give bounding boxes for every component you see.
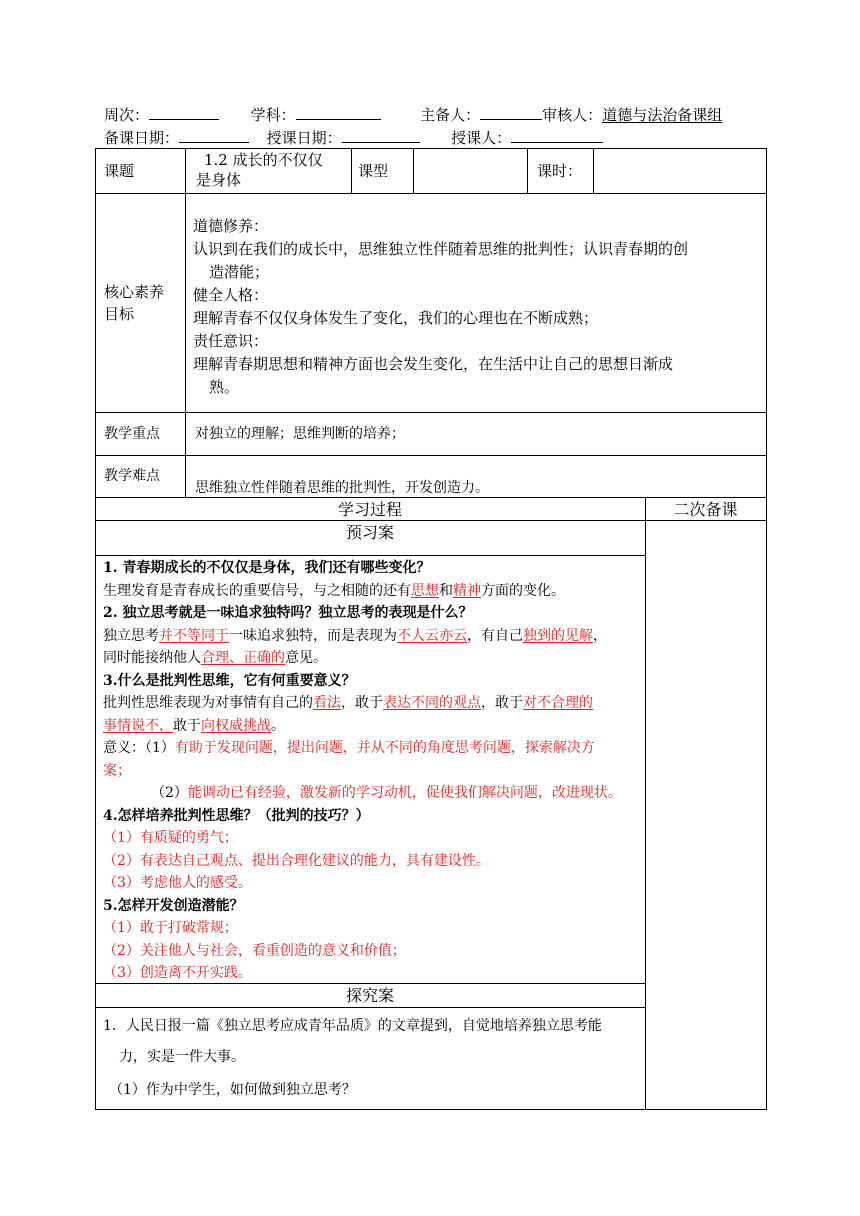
answer-4-3: （3）考虑他人的感受。 xyxy=(103,875,252,891)
answer-5-2: （2）关注他人与社会，看重创造的意义和价值； xyxy=(103,942,406,959)
key-points-value: 对独立的理解；思维判断的培养； xyxy=(195,426,405,442)
explore-content xyxy=(103,1015,643,1101)
answer-5-1: （1）敢于打破常规； xyxy=(103,920,238,936)
reviewer-label: 审核人： xyxy=(542,106,603,124)
difficulties-value: 思维独立性伴随着思维的批判性，开发创造力。 xyxy=(195,480,489,496)
header-line-2 xyxy=(104,127,603,148)
second-prep-title: 二次备课 xyxy=(673,500,738,519)
core-label: 核心素养 目标 xyxy=(104,283,165,323)
difficulties-label: 教学难点 xyxy=(104,468,160,484)
answer-2-line-2: 同时能接纳他人合理、正确的意见。 xyxy=(103,650,327,666)
process-title: 学习过程 xyxy=(337,500,402,519)
significance-2: （2）能调动已有经验，激发新的学习动机，促使我们解决问题，改进现状。 xyxy=(151,785,622,801)
preparer-label: 主备人： xyxy=(420,106,481,124)
topic-value: 1.2 成长的不仅仅 是身体 xyxy=(196,151,323,189)
significance-1-cont: 案； xyxy=(103,762,131,779)
answer-4-1: （1）有质疑的勇气； xyxy=(103,830,238,846)
key-points-label: 教学重点 xyxy=(104,426,160,442)
topic-label: 课题 xyxy=(104,162,135,180)
teach-date-label: 授课日期： xyxy=(266,129,342,147)
answer-1: 生理发育是青春成长的重要信号，与之相随的还有思想和精神方面的变化。 xyxy=(103,582,565,599)
question-4: 4.怎样培养批判性思维？（批判的技巧？） xyxy=(103,807,370,824)
explore-item-1-line-2: 力，实是一件大事。 xyxy=(119,1049,245,1065)
type-label: 课型 xyxy=(358,162,389,180)
answer-4-2: （2）有表达自己观点、提出合理化建议的能力，具有建设性。 xyxy=(103,852,490,869)
answer-3-line-1: 批判性思维表现为对事情有自己的看法，敢于表达不同的观点，敢于对不合理的 xyxy=(103,695,593,711)
answer-2-line-1: 独立思考并不等同于一味追求独特，而是表现为不人云亦云，有自己独到的见解， xyxy=(103,627,607,644)
explore-title: 探究案 xyxy=(345,986,394,1005)
answer-3-line-2: 事情说不，敢于向权威挑战。 xyxy=(103,717,285,734)
preparer-blank[interactable] xyxy=(480,104,542,120)
teach-date-blank[interactable] xyxy=(342,127,420,143)
explore-item-1-sub-1: （1）作为中学生，如何做到独立思考？ xyxy=(109,1082,356,1098)
prep-date-label: 备课日期： xyxy=(104,129,180,147)
preview-content xyxy=(103,557,643,985)
question-1: 1. 青春期成长的不仅仅是身体，我们还有哪些变化？ xyxy=(103,560,431,576)
teacher-blank[interactable] xyxy=(511,127,603,143)
header-line-1 xyxy=(104,104,722,125)
subject-label: 学科： xyxy=(250,106,296,124)
hours-label: 课时： xyxy=(537,162,583,180)
question-2: 2. 独立思考就是一味追求独特吗？独立思考的表现是什么？ xyxy=(103,605,473,621)
prep-date-blank[interactable] xyxy=(179,127,249,143)
question-5: 5.怎样开发创造潜能？ xyxy=(103,897,244,914)
teacher-label: 授课人： xyxy=(451,129,512,147)
explore-item-1-line-1: 1．人民日报一篇《独立思考应成青年品质》的文章提到，自觉地培养独立思考能 xyxy=(103,1018,602,1034)
question-3: 3.什么是批判性思维，它有何重要意义？ xyxy=(103,672,356,689)
answer-5-3: （3）创造离不开实践。 xyxy=(103,965,252,981)
significance-1: 意义：（1）有助于发现问题，提出问题，并从不同的角度思考问题，探索解决方 xyxy=(103,740,595,756)
reviewer-value: 道德与法治备课组 xyxy=(602,106,723,124)
preview-title: 预习案 xyxy=(345,523,394,542)
core-goals: 道德修养： 认识到在我们的成长中，思维独立性伴随着思维的批判性；认识青春期的创 造潜能； 健全人格： 理解青春不仅仅身体发生了变化，我们的心理也在不断成熟； 责任意识： 理解青春期思想和精神方面也会发生变化，在生活中让自己的思想日渐成 熟。 xyxy=(193,217,689,396)
subject-blank[interactable] xyxy=(296,104,381,120)
week-label: 周次： xyxy=(104,106,150,124)
week-blank[interactable] xyxy=(149,104,219,120)
